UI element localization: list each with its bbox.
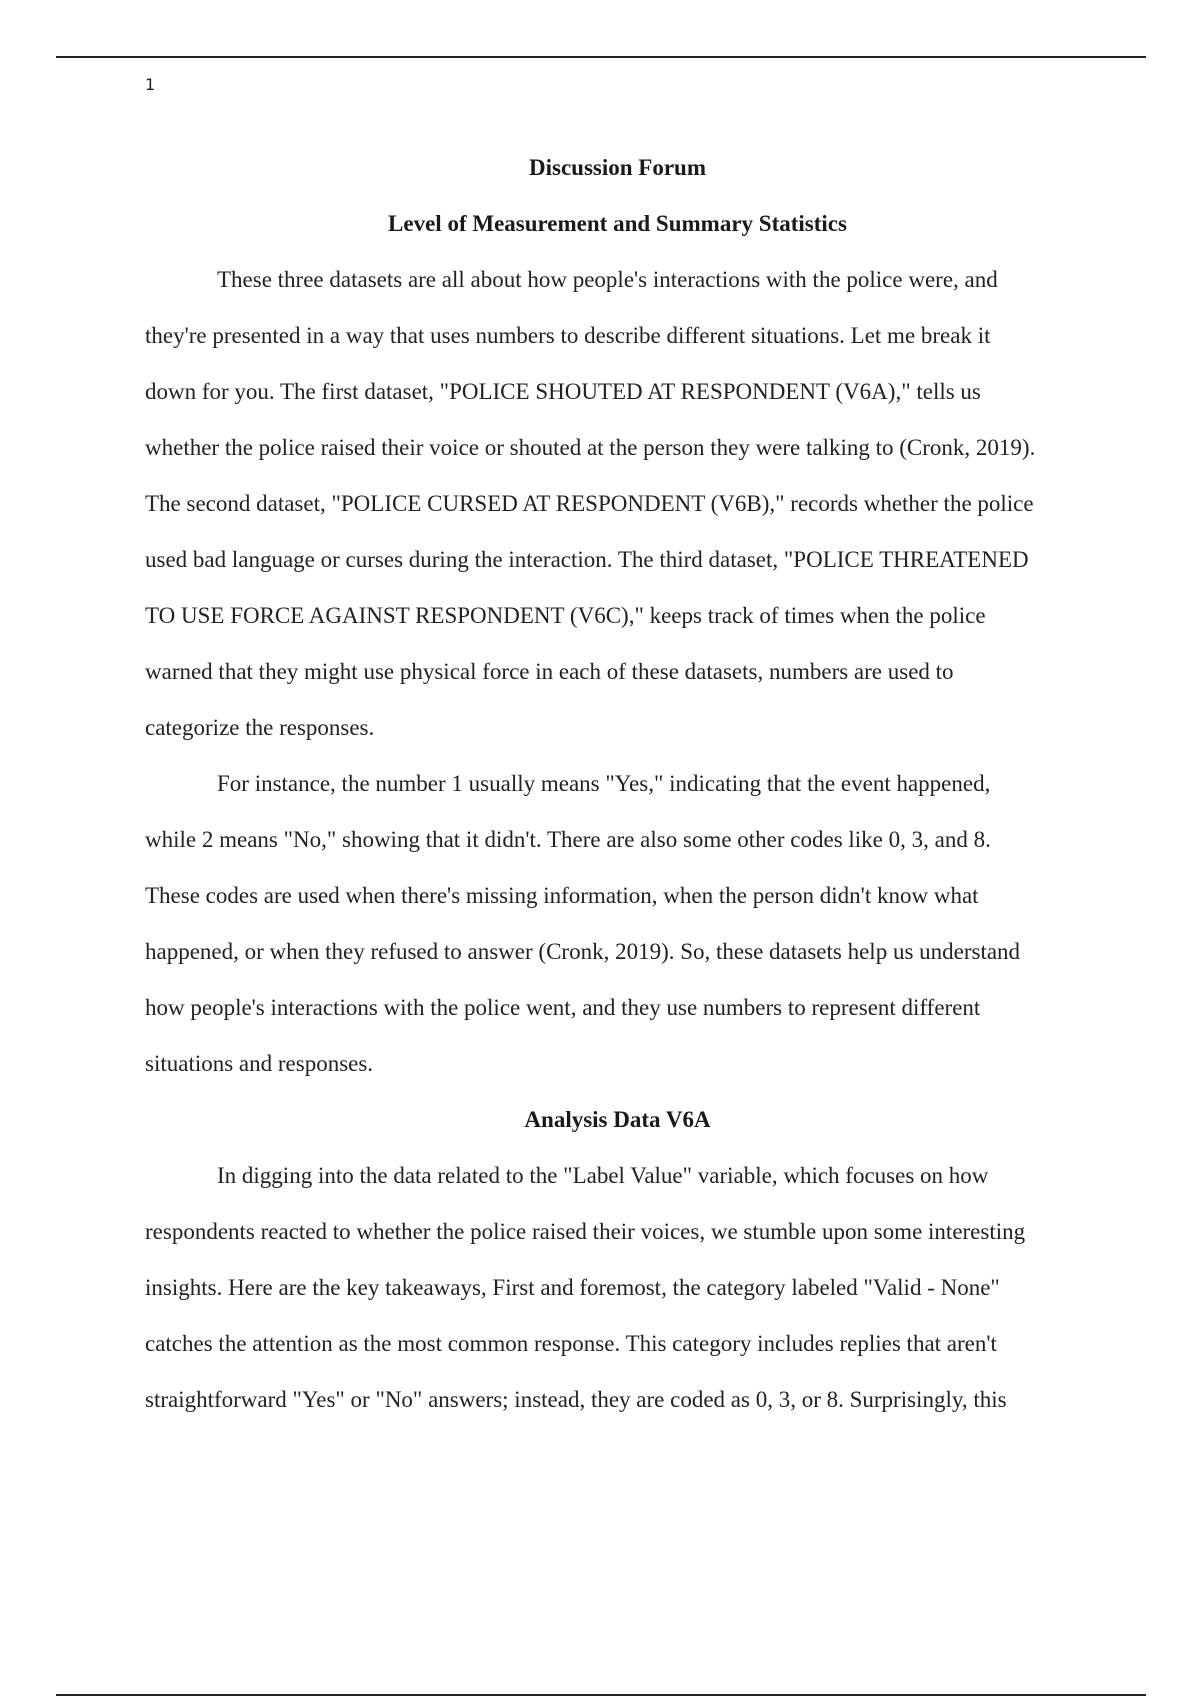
footer-rule [56,1694,1146,1696]
document-body [145,140,1090,1428]
page-number: 1 [145,75,156,94]
paragraph-line: These codes are used when there's missing information, when the person didn't know what [145,883,979,908]
paragraph-line: insights. Here are the key takeaways, First and foremost, the category labeled "Valid - None" [145,1275,1000,1300]
paragraph-line: For instance, the number 1 usually means "Yes," indicating that the event happened, [217,771,991,796]
paragraph-line: whether the police raised their voice or shouted at the person they were talking to (Cronk, 2019). [145,435,1036,460]
paragraph-line: down for you. The first dataset, "POLICE SHOUTED AT RESPONDENT (V6A)," tells us [145,379,981,404]
paragraph-line: The second dataset, "POLICE CURSED AT RESPONDENT (V6B)," records whether the police [145,491,1034,516]
document-subtitle: Level of Measurement and Summary Statistics [388,211,847,236]
paragraph-line: warned that they might use physical force in each of these datasets, numbers are used to [145,659,954,684]
paragraph-line: happened, or when they refused to answer (Cronk, 2019). So, these datasets help us understand [145,939,1021,964]
paragraph-2 [145,756,1090,1092]
document-title: Discussion Forum [529,155,706,180]
paragraph-3 [145,1148,1090,1428]
paragraph-line: categorize the responses. [145,715,375,740]
paragraph-line: respondents reacted to whether the police raised their voices, we stumble upon some interesting [145,1219,1026,1244]
paragraph-line: In digging into the data related to the "Label Value" variable, which focuses on how [217,1163,989,1188]
paragraph-1 [145,252,1090,756]
paragraph-line: catches the attention as the most common response. This category includes replies that aren't [145,1331,997,1356]
paragraph-line: straightforward "Yes" or "No" answers; instead, they are coded as 0, 3, or 8. Surprisingly, this [145,1387,1007,1412]
paragraph-line: while 2 means "No," showing that it didn't. There are also some other codes like 0, 3, and 8. [145,827,991,852]
paragraph-line: how people's interactions with the police went, and they use numbers to represent different [145,995,981,1020]
paragraph-line: These three datasets are all about how people's interactions with the police were, and [217,267,998,292]
header-rule [56,56,1146,58]
paragraph-line: situations and responses. [145,1051,374,1076]
paragraph-line: they're presented in a way that uses numbers to describe different situations. Let me break it [145,323,991,348]
section-heading: Analysis Data V6A [524,1107,711,1132]
paragraph-line: used bad language or curses during the interaction. The third dataset, "POLICE THREATENED [145,547,1029,572]
paragraph-line: TO USE FORCE AGAINST RESPONDENT (V6C)," keeps track of times when the police [145,603,986,628]
